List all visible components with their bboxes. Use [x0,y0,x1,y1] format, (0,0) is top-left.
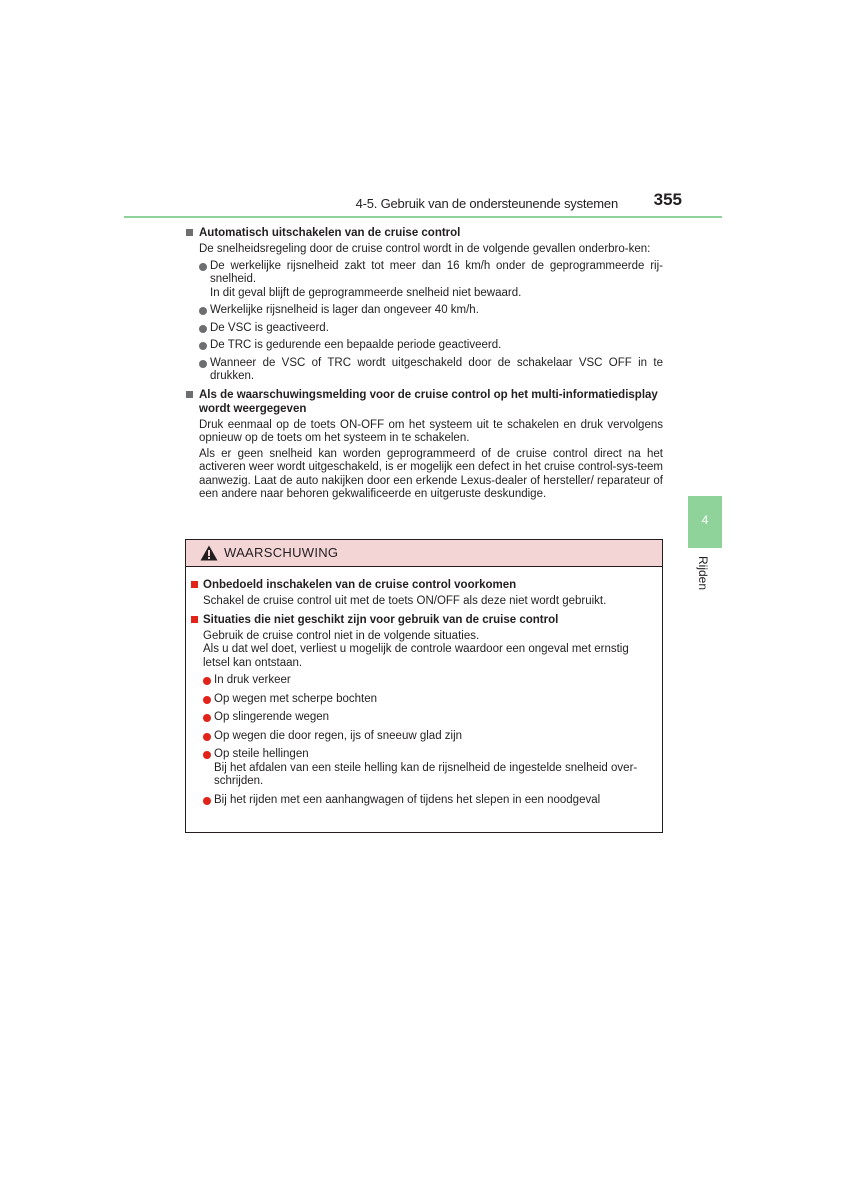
list-item-note: Bij het afdalen van een steile helling kan de rijsnelheid de ingestelde snelheid over-schrijden. [214,761,638,787]
circle-bullet-icon [199,263,207,271]
circle-bullet-icon [199,307,207,315]
warning-item-text: Gebruik de cruise control niet in de volgende situaties. [203,629,480,642]
warning-body [190,578,656,812]
warning-item-text: Schakel de cruise control uit met de toets ON/OFF als deze niet wordt gebruikt. [203,595,607,607]
list-item: Werkelijke rijsnelheid is lager dan ongeveer 40 km/h. [199,304,663,318]
square-bullet-icon [186,229,193,236]
circle-bullet-icon [203,733,211,741]
section-heading: Automatisch uitschakelen van de cruise control [185,226,663,240]
list-item: Op wegen met scherpe bochten [190,693,656,707]
circle-bullet-icon [203,751,211,759]
circle-bullet-icon [203,797,211,805]
section-heading: Als de waarschuwingsmelding voor de cruise control op het multi-informatiedisplay wordt weergegeven [185,388,663,416]
circle-bullet-icon [203,696,211,704]
square-bullet-icon [191,616,198,623]
list-item: Op steile hellingen Bij het afdalen van een steile helling kan de rijsnelheid de ingestelde snelheid over-schrijden. [190,748,656,789]
list-item: Bij het rijden met een aanhangwagen of tijdens het slepen in een noodgeval [190,794,656,808]
warning-title: WAARSCHUWING [224,545,339,560]
circle-bullet-icon [199,325,207,333]
list-item: De werkelijke rijsnelheid zakt tot meer dan 16 km/h onder de geprogrammeerde rij-snelheid. In dit geval blijft de geprogrammeerde snelheid niet bewaard. [199,260,663,301]
circle-bullet-icon [199,360,207,368]
list-item: Op slingerende wegen [190,711,656,725]
section-paragraph: Als er geen snelheid kan worden geprogrammeerd of de cruise control direct na het activeren weer wordt uitgeschakeld, is er mogelijk een defect in het cruise control-sys-teem aanwezig. Laat de auto nakijken door een erkende Lexus-dealer of hersteller/ reparateur of een andere naar behoren gekwalificeerde en uitgeruste deskundige. [199,447,663,500]
warning-item-heading: Onbedoeld inschakelen van de cruise control voorkomen [190,578,656,592]
warning-triangle-icon [200,545,218,566]
list-item: Op wegen die door regen, ijs of sneeuw glad zijn [190,730,656,744]
section-intro: De snelheidsregeling door de cruise control wordt in de volgende gevallen onderbro-ken: [199,243,651,255]
list-item: De VSC is geactiveerd. [199,322,663,336]
warning-box [185,539,663,833]
warning-header [186,540,662,567]
circle-bullet-icon [203,714,211,722]
square-bullet-icon [191,581,198,588]
section-title: 4-5. Gebruik van de ondersteunende systemen [355,196,618,211]
page-number: 355 [653,190,682,209]
page-header [124,188,722,218]
warning-item-heading: Situaties die niet geschikt zijn voor gebruik van de cruise control [190,613,656,627]
chapter-label: Rijden [696,556,710,591]
list-item: De TRC is gedurende een bepaalde periode geactiveerd. [199,339,663,353]
main-content [185,226,663,504]
warning-item-text: Als u dat wel doet, verliest u mogelijk de controle waardoor een ongeval met ernstig letsel kan ontstaan. [203,643,629,669]
list-item: Wanneer de VSC of TRC wordt uitgeschakeld door de schakelaar VSC OFF in te drukken. [199,357,663,384]
bullet-list [185,260,663,384]
circle-bullet-icon [203,677,211,685]
chapter-tab: 4 [688,496,722,548]
section-paragraph: Druk eenmaal op de toets ON-OFF om het systeem uit te schakelen en druk vervolgens opnieuw op de toets om het systeem in te schakelen. [199,418,663,444]
square-bullet-icon [186,391,193,398]
list-item-note: In dit geval blijft de geprogrammeerde snelheid niet bewaard. [210,286,522,299]
circle-bullet-icon [199,342,207,350]
list-item: In druk verkeer [190,674,656,688]
